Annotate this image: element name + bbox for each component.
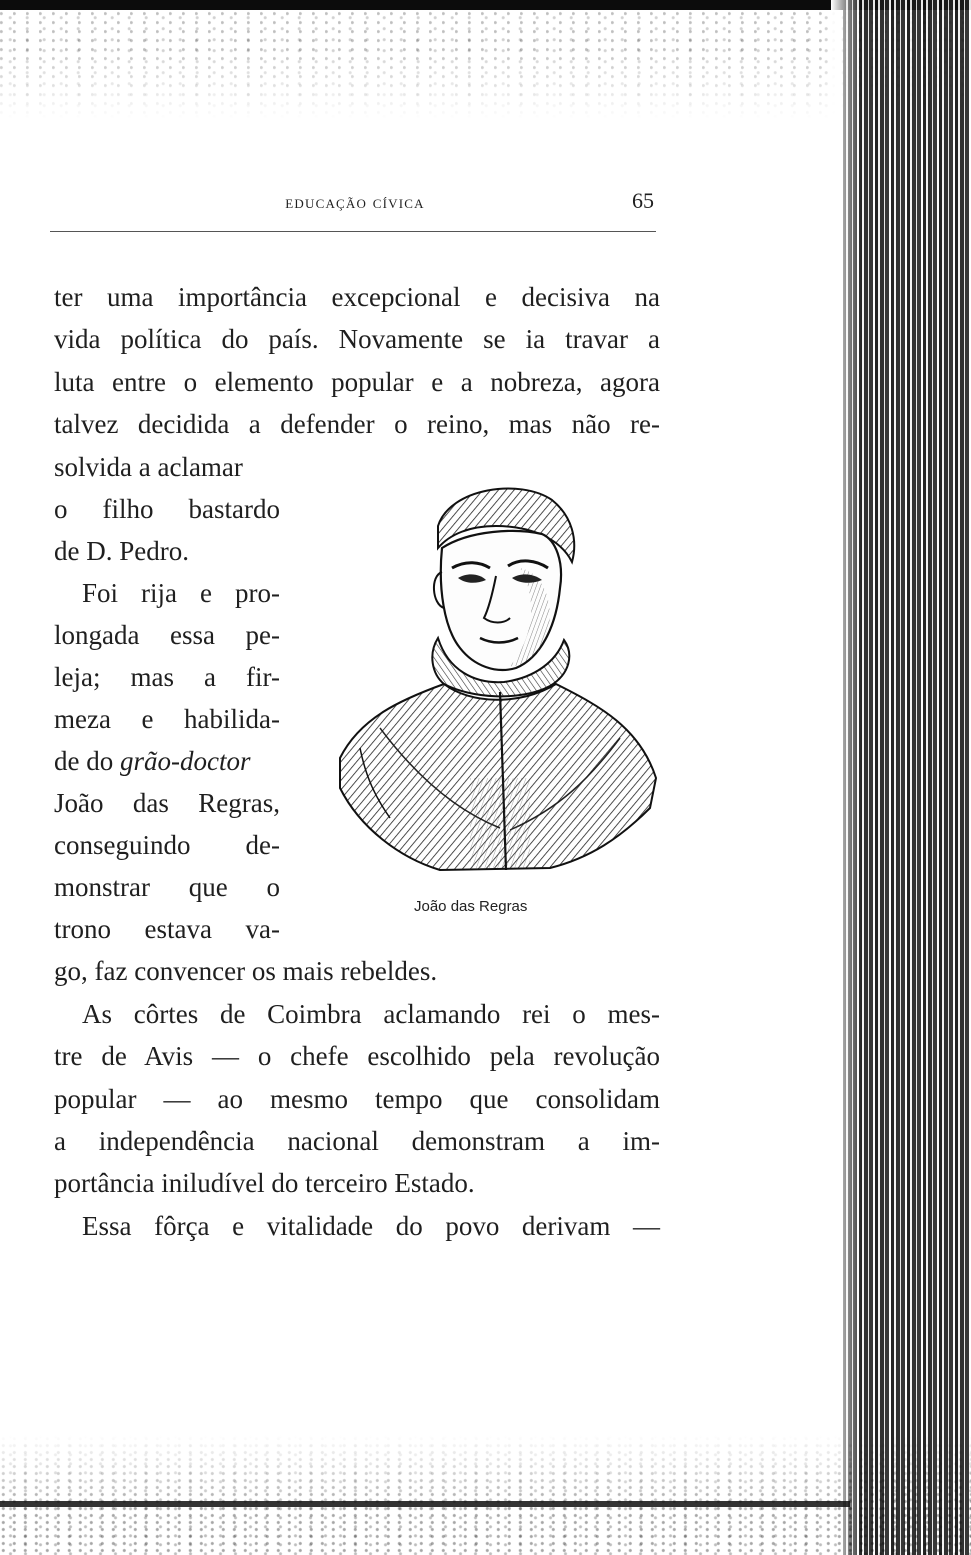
text-line: go, faz convencer os mais rebeldes. (54, 956, 438, 986)
text-line: portância iniludível do terceiro Estado. (54, 1168, 475, 1198)
text-line: tre de Avis — o chefe escolhido pela revolução (54, 1041, 660, 1071)
text-line: luta entre o elemento popular e a nobreza, agora (54, 367, 660, 397)
figure-caption: João das Regras (414, 898, 528, 915)
page-number: 65 (632, 188, 654, 213)
portrait-engraving (320, 478, 666, 878)
text-line: trono estava va- (54, 914, 280, 944)
scan-noise-bottom (0, 1435, 971, 1555)
text-segment: de do (54, 746, 120, 776)
scan-noise-top (0, 10, 971, 120)
text-line: monstrar que o (54, 872, 280, 902)
scan-edge-top (0, 0, 971, 10)
text-line: talvez decidida a defender o reino, mas não re- (54, 409, 660, 439)
text-line: o filho bastardo (54, 494, 280, 524)
text-line: João das Regras, (54, 788, 280, 818)
text-line: vida política do país. Novamente se ia travar a (54, 324, 660, 354)
text-line: de D. Pedro. (54, 536, 189, 566)
text-line: Essa fôrça e vitalidade do povo derivam — (82, 1211, 660, 1241)
text-line (54, 748, 280, 775)
italic-term: grão-doctor (119, 746, 251, 776)
text-line: ter uma importância excepcional e decisiva na (54, 282, 660, 312)
scan-edge-right (843, 0, 971, 1555)
text-line: a independência nacional demonstram a im- (54, 1126, 660, 1156)
text-line: longada essa pe- (54, 620, 280, 650)
running-title: educação cívica (285, 192, 425, 212)
text-line: As côrtes de Coimbra aclamando rei o mes- (82, 999, 660, 1029)
text-line: solvida a aclamar (54, 452, 243, 482)
running-head (52, 188, 658, 218)
header-rule (50, 231, 656, 232)
text-line: popular — ao mesmo tempo que consolidam (54, 1084, 660, 1114)
scan-edge-right-fade (831, 0, 861, 1555)
scan-edge-bottom (0, 1501, 850, 1507)
text-line: Foi rija e pro- (82, 578, 280, 608)
text-line: meza e habilida- (54, 704, 280, 734)
text-line: leja; mas a fir- (54, 662, 280, 692)
text-line: conseguindo de- (54, 830, 280, 860)
